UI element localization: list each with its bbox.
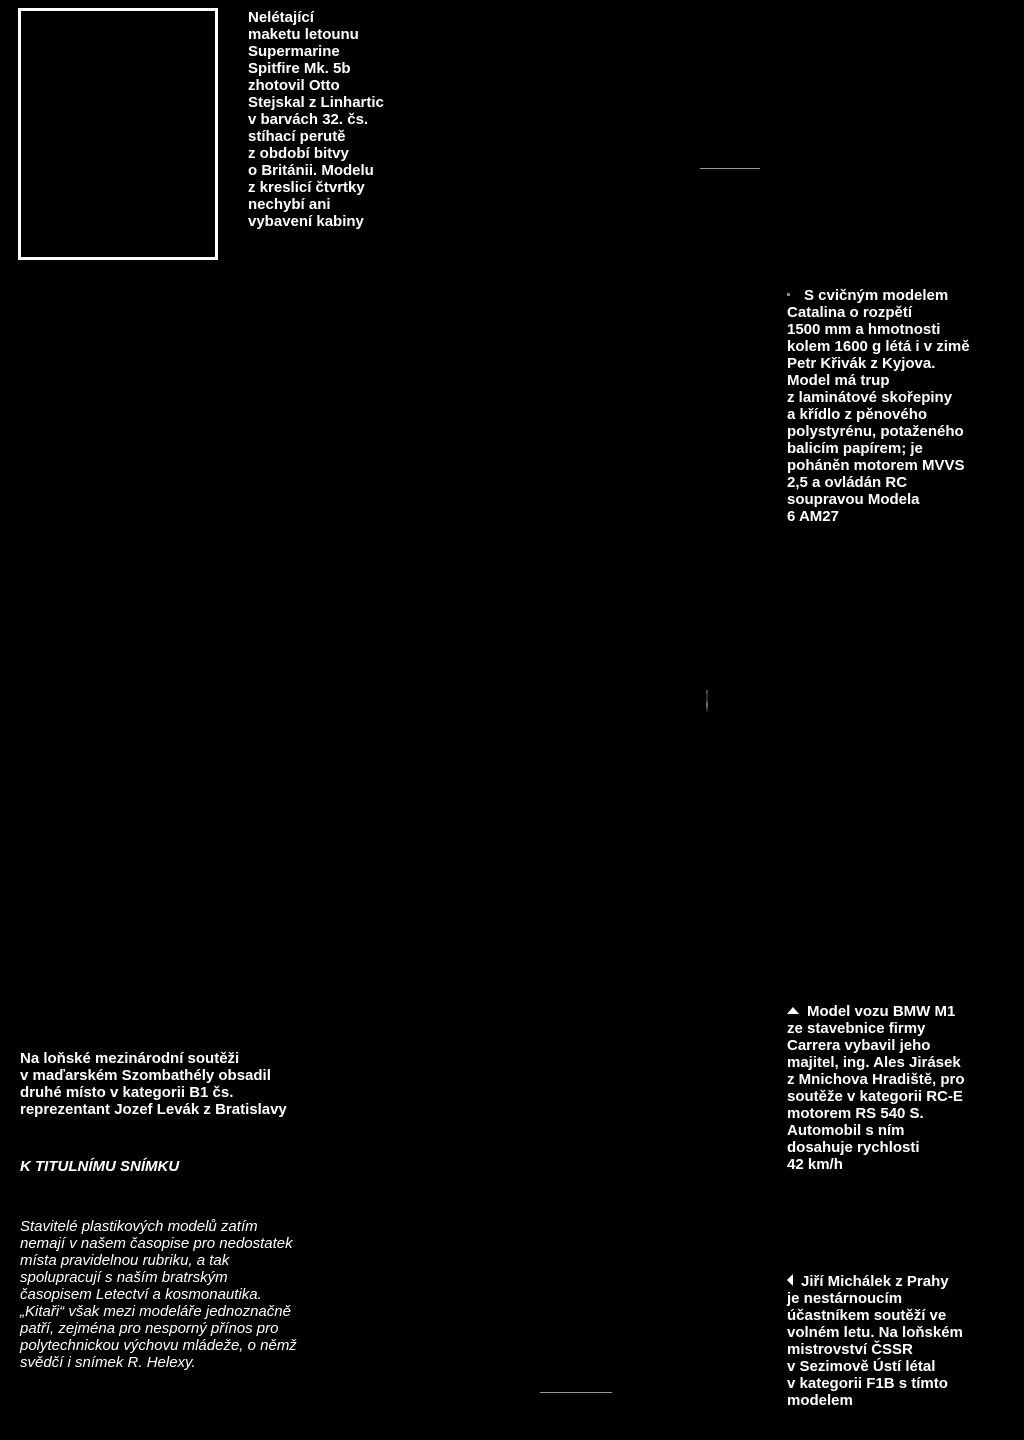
- triangle-up-icon: [787, 1007, 799, 1014]
- caption-bmw: Model vozu BMW M1 ze stavebnice firmy Carrera vybavil jeho majitel, ing. Ales Jirásek z Mnichova Hradiště, pro soutěže v kategorii RC-E motorem RS 540 S. Automobil s ním dosahuje rychlosti 42 km/h: [787, 1003, 965, 1173]
- divider-rule-bottom: [540, 1392, 612, 1393]
- divider-rule-top: [700, 168, 760, 169]
- caption-bmw-block: [787, 986, 1012, 1173]
- caption-cover-photo: Stavitelé plastikových modelů zatím nemají v našem časopise pro nedostatek místa pravidelnou rubriku, a tak spolupracují s naším bratrským časopisem Letectví a kosmonautika. „Kitaři“ však mezi modeláře jednoznačně patří, zejména pro nesporný přínos pro polytechnickou výchovu mládeže, o němž svědčí i snímek R. Helexy.: [20, 1218, 297, 1371]
- caption-michalek: Jiří Michálek z Prahy je nestárnoucím účastníkem soutěží ve volném letu. Na loňském mistrovství ČSSR v Sezimově Ústí létal v kategorii F1B s tímto modelem: [787, 1273, 963, 1409]
- triangle-left-icon: [787, 1274, 793, 1286]
- caption-catalina: S cvičným modelem Catalina o rozpětí 1500 mm a hmotnosti kolem 1600 g létá i v zimě Petr Křivák z Kyjova. Model má trup z laminátové skořepiny a křídlo z pěnového polystyrénu, potaženého balicím papírem; je poháněn motorem MVVS 2,5 a ovládán RC soupravou Modela 6 AM27: [787, 287, 970, 525]
- scan-speck: [706, 690, 708, 712]
- caption-catalina-block: [787, 270, 1007, 525]
- dot-icon: [787, 293, 790, 296]
- caption-michalek-block: [787, 1256, 1007, 1409]
- photo-frame-box: [18, 8, 218, 260]
- caption-spitfire: Nelétající maketu letounu Supermarine Spitfire Mk. 5b zhotovil Otto Stejskal z Linhartic v barvách 32. čs. stíhací perutě z období bitvy o Británii. Modelu z kreslicí čtvrtky nechybí ani vybavení kabiny: [248, 9, 384, 230]
- caption-levak: Na loňské mezinárodní soutěži v maďarském Szombathély obsadil druhé místo v kategorii B1 čs. reprezentant Jozef Levák z Bratislavy: [20, 1050, 287, 1118]
- section-heading-cover-photo: K TITULNÍMU SNÍMKU: [20, 1158, 180, 1175]
